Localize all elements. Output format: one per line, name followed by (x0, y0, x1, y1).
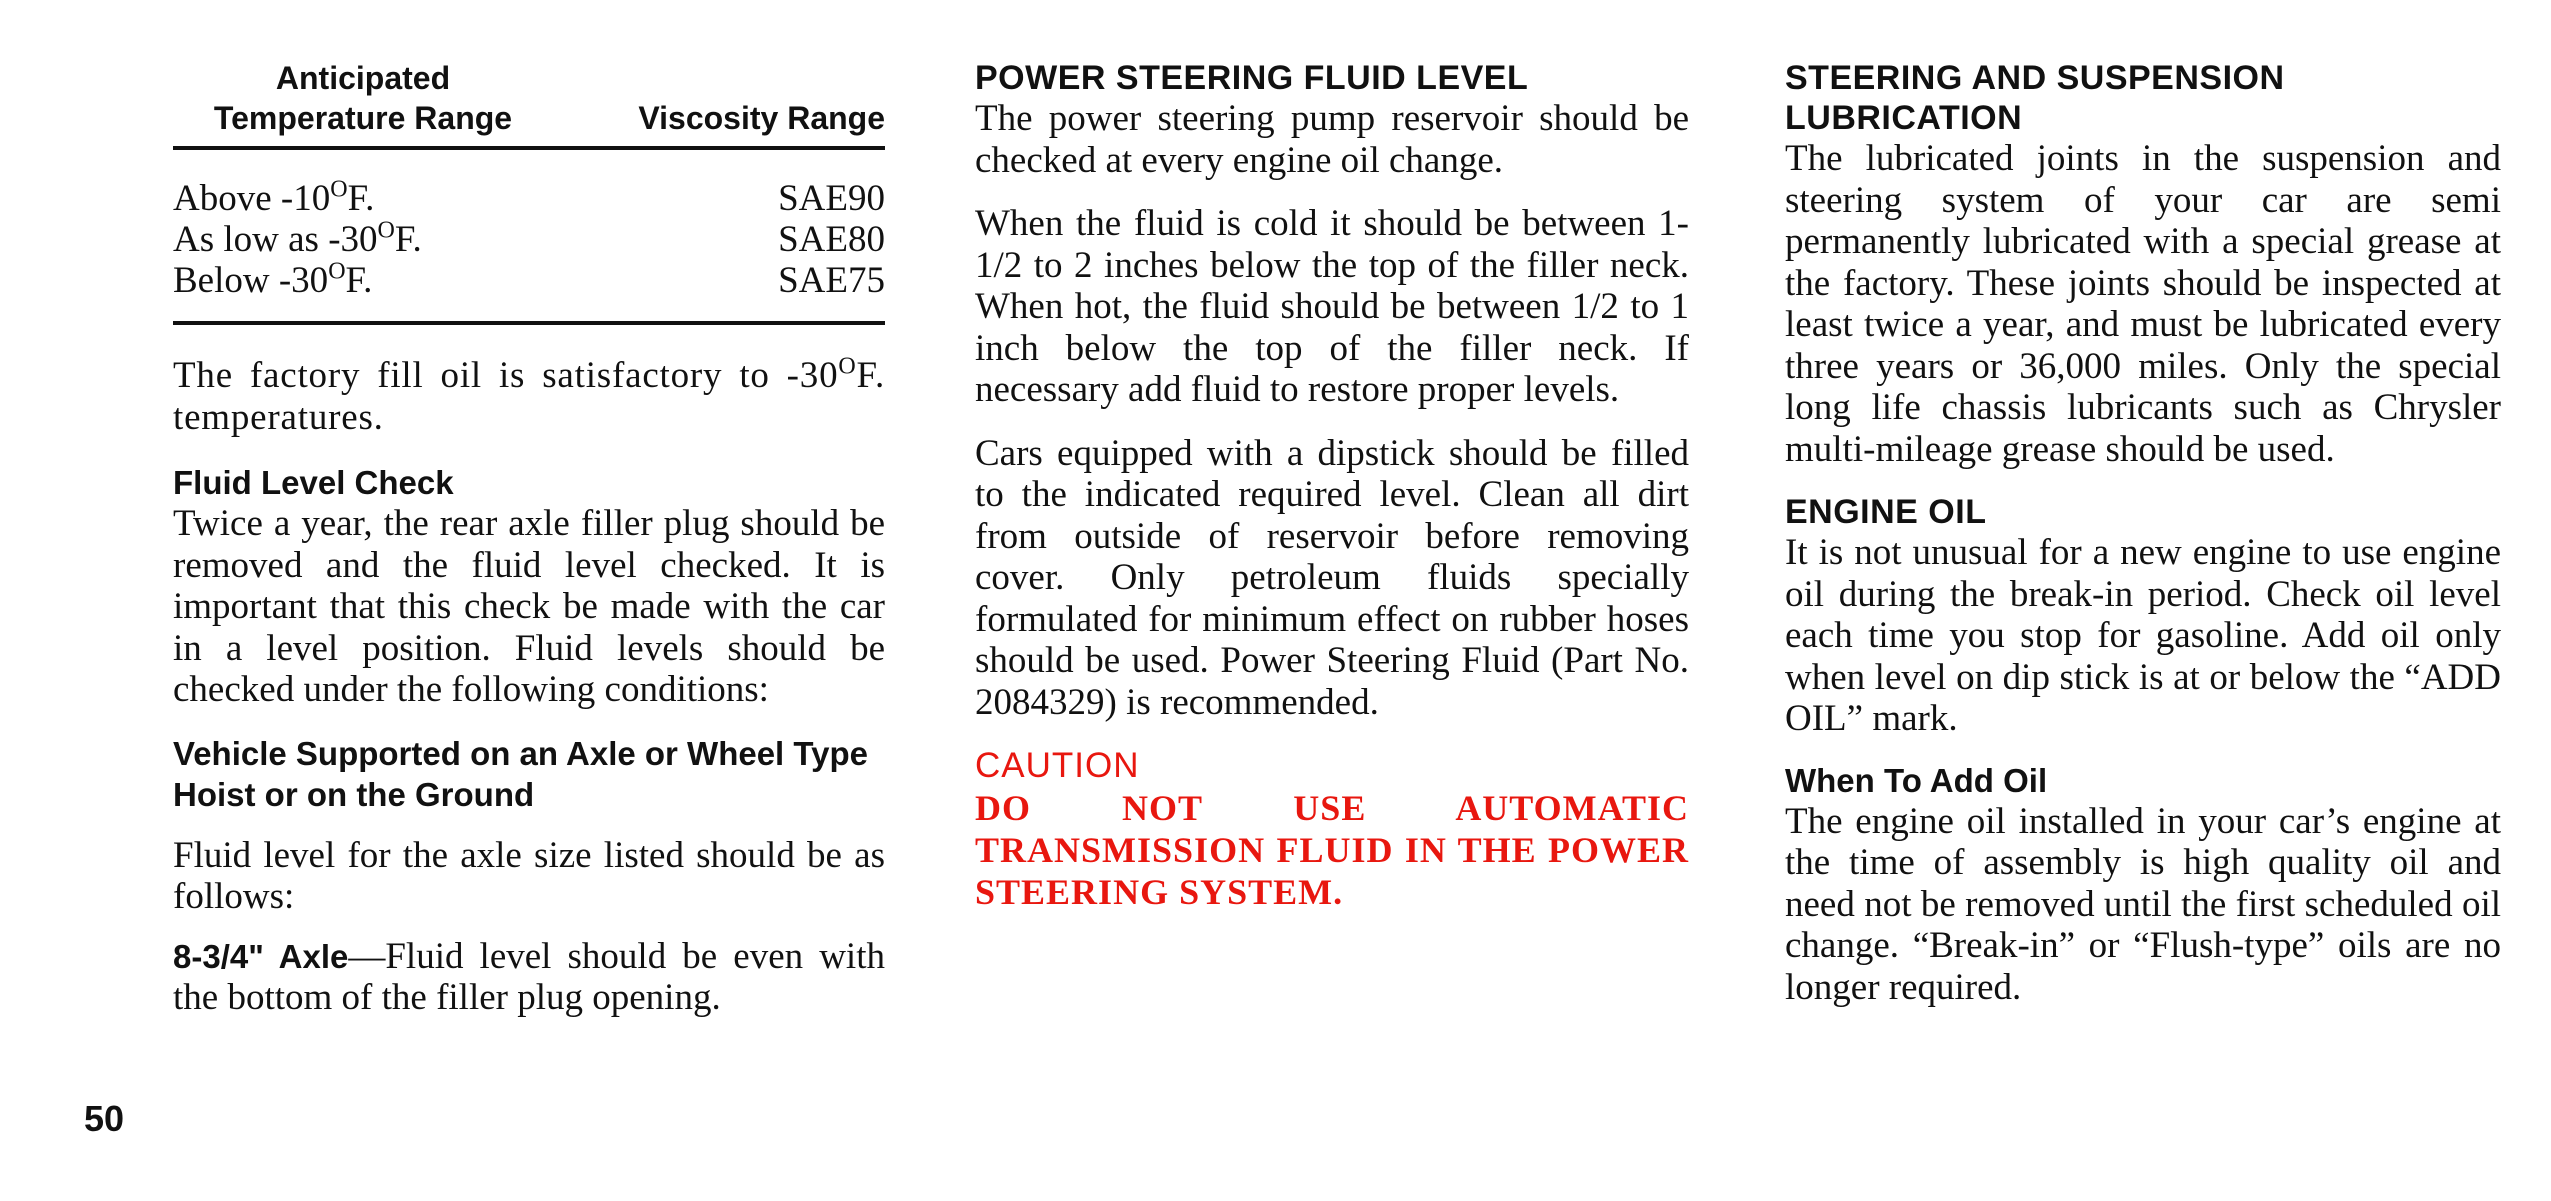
degree-symbol: O (328, 258, 346, 285)
power-steering-paragraph-3: Cars equipped with a dipstick should be filled to the indicated required level. Clean all dirt from outside of reservoir before removing cover. Only petroleum fluids specially formulated for minimum effect on rubber hoses should be used. Power Steering Fluid (Part No. 2084329) is recommended. (975, 432, 1689, 723)
caution-text: DO NOT USE AUTOMATIC TRANSMISSION FLUID IN THE POWER STEERING SYSTEM. (975, 788, 1689, 912)
degree-symbol: O (330, 176, 348, 203)
vehicle-supported-heading: Vehicle Supported on an Axle or Wheel Type Hoist or on the Ground (173, 734, 868, 813)
header-temperature-range: Temperature Range (213, 100, 513, 136)
header-viscosity-range: Viscosity Range (638, 100, 885, 136)
engine-oil-paragraph: It is not unusual for a new engine to use engine oil during the break-in period. Check oil level each time you stop for gasoline. Add oil only when level on dip stick is at or below the “ADD OIL” mark. (1785, 532, 2501, 739)
engine-oil-heading: ENGINE OIL (1785, 493, 1987, 531)
power-steering-paragraph-1: The power steering pump reservoir should be checked at every engine oil change. (975, 98, 1689, 181)
fluid-level-paragraph: Twice a year, the rear axle filler plug should be removed and the fluid level checked. It is important that this check be made with the car in a level position. Fluid levels should be checked under the following conditions: (173, 503, 885, 710)
when-to-add-oil-heading: When To Add Oil (1785, 761, 2048, 799)
column-left (173, 58, 885, 1019)
axle-label: 8-3/4" Axle (173, 937, 349, 975)
power-steering-heading: POWER STEERING FLUID LEVEL (975, 59, 1529, 97)
steering-suspension-paragraph: The lubricated joints in the suspension and steering system of your car are semi permanently lubricated with a special grease at the factory. These joints should be inspected at least twice a year, and must be lubricated every three years or 36,000 miles. Only the special long life chassis lubricants such as Chrysler multi-mileage grease should be used. (1785, 138, 2501, 470)
when-to-add-oil-paragraph: The engine oil installed in your car’s engine at the time of assembly is high quality oil and need not be removed until the first scheduled oil change. “Break-in” or “Flush-type” oils are no longer required. (1785, 800, 2501, 1008)
fluid-level-heading: Fluid Level Check (173, 464, 454, 501)
axle-size-paragraph: Fluid level for the axle size listed should be as follows: (173, 834, 885, 917)
viscosity-value: SAE75 (778, 260, 885, 301)
axle-paragraph: 8-3/4" Axle—Fluid level should be even with the bottom of the filler plug opening. (173, 935, 885, 1018)
power-steering-paragraph-2: When the fluid is cold it should be between 1-1/2 to 2 inches below the top of the filler neck. When hot, the fluid should be between 1/2 to 1 inch below the top of the filler neck. If necessary add fluid to restore proper levels. (975, 203, 1689, 410)
page-number: 50 (84, 1098, 125, 1139)
factory-fill-paragraph: The factory fill oil is satisfactory to $-30^OF$. temperatures. (173, 353, 885, 438)
table-row: Above $-10^OF$. SAE90 (173, 176, 885, 219)
column-middle (975, 58, 1689, 913)
viscosity-value: SAE80 (778, 219, 885, 260)
table-bottom-rule (173, 321, 885, 325)
column-right (1785, 58, 2501, 1008)
viscosity-value: SAE90 (778, 178, 885, 219)
degree-symbol: O (377, 217, 395, 244)
steering-suspension-heading: STEERING AND SUSPENSION LUBRICATION (1785, 59, 2285, 137)
table-row: As low as $-30^OF$. SAE80 (173, 217, 885, 260)
viscosity-table-body (173, 150, 885, 321)
caution-heading: CAUTION (975, 746, 1140, 785)
degree-symbol: O (838, 353, 857, 380)
table-row: Below $-30^OF$. SAE75 (173, 258, 885, 301)
header-anticipated: Anticipated (275, 60, 451, 96)
viscosity-table-header (173, 58, 885, 138)
